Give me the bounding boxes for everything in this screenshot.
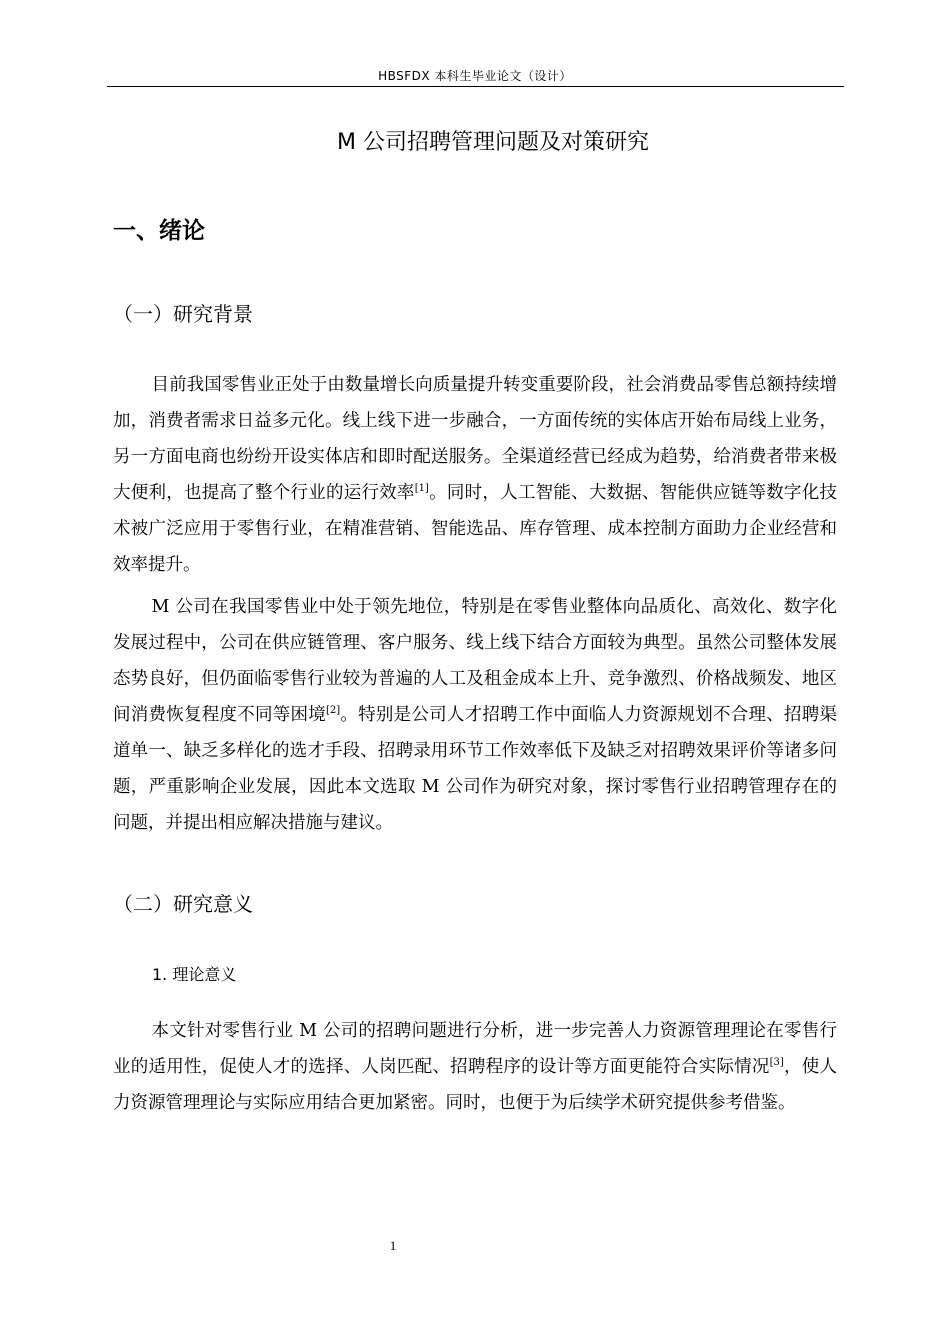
running-header: HBSFDX 本科生毕业论文（设计） (378, 69, 572, 83)
header-rule (107, 86, 844, 87)
section-heading-introduction: 一、绪论 (113, 218, 205, 244)
paragraph-text: 目前我国零售业正处于由数量增长向质量提升转变重要阶段，社会消费品零售总额持续增加，消费者需求日益多元化。线上线下进一步融合，一方面传统的实体店开始布局线上业务，另一方面电商也纷纷开设实体店和即时配送服务。全渠道经营已经成为趋势，给消费者带来极大便利，也提高了整个行业的运行效率 (113, 375, 837, 503)
subsection-heading-significance: （二）研究意义 (113, 892, 253, 916)
paragraph-text: ，使人力资源管理理论与实际应用结合更加紧密。同时，也便于为后续学术研究提供参考借鉴。 (113, 1057, 838, 1113)
item-heading-theoretical: 1. 理论意义 (152, 965, 237, 984)
paragraph-text: 。同时，人工智能、大数据、智能供应链等数字化技术被广泛应用于零售行业，在精准营销、智能选品、库存管理、成本控制方面助力企业经营和效率提升。 (113, 483, 838, 575)
citation-ref: [1] (414, 483, 429, 495)
paper-title: M 公司招聘管理问题及对策研究 (337, 130, 649, 155)
subsection-heading-background: （一）研究背景 (113, 302, 253, 326)
paragraph-theoretical (113, 1013, 837, 1121)
paragraph-background-2 (113, 589, 837, 841)
paragraph-text: 本文针对零售行业 M 公司的招聘问题进行分析，进一步完善人力资源管理理论在零售行业的适用性，促使人才的选择、人岗匹配、招聘程序的设计等方面更能符合实际情况 (113, 1021, 837, 1077)
paragraph-background-1 (113, 367, 837, 583)
citation-ref: [3] (769, 1057, 784, 1069)
page-number: 1 (389, 1238, 397, 1253)
paragraph-text: 。特别是公司人才招聘工作中面临人力资源规划不合理、招聘渠道单一、缺乏多样化的选才手段、招聘录用环节工作效率低下及缺乏对招聘效果评价等诸多问题，严重影响企业发展，因此本文选取 M 公司作为研究对象，探讨零售行业招聘管理存在的问题，并提出相应解决措施与建议。 (113, 705, 838, 833)
paragraph-text: M 公司在我国零售业中处于领先地位，特别是在零售业整体向品质化、高效化、数字化发展过程中，公司在供应链管理、客户服务、线上线下结合方面较为典型。虽然公司整体发展态势良好，但仍面临零售行业较为普遍的人工及租金成本上升、竞争激烈、价格战频发、地区间消费恢复程度不同等困境 (113, 597, 837, 725)
citation-ref: [2] (325, 705, 341, 717)
